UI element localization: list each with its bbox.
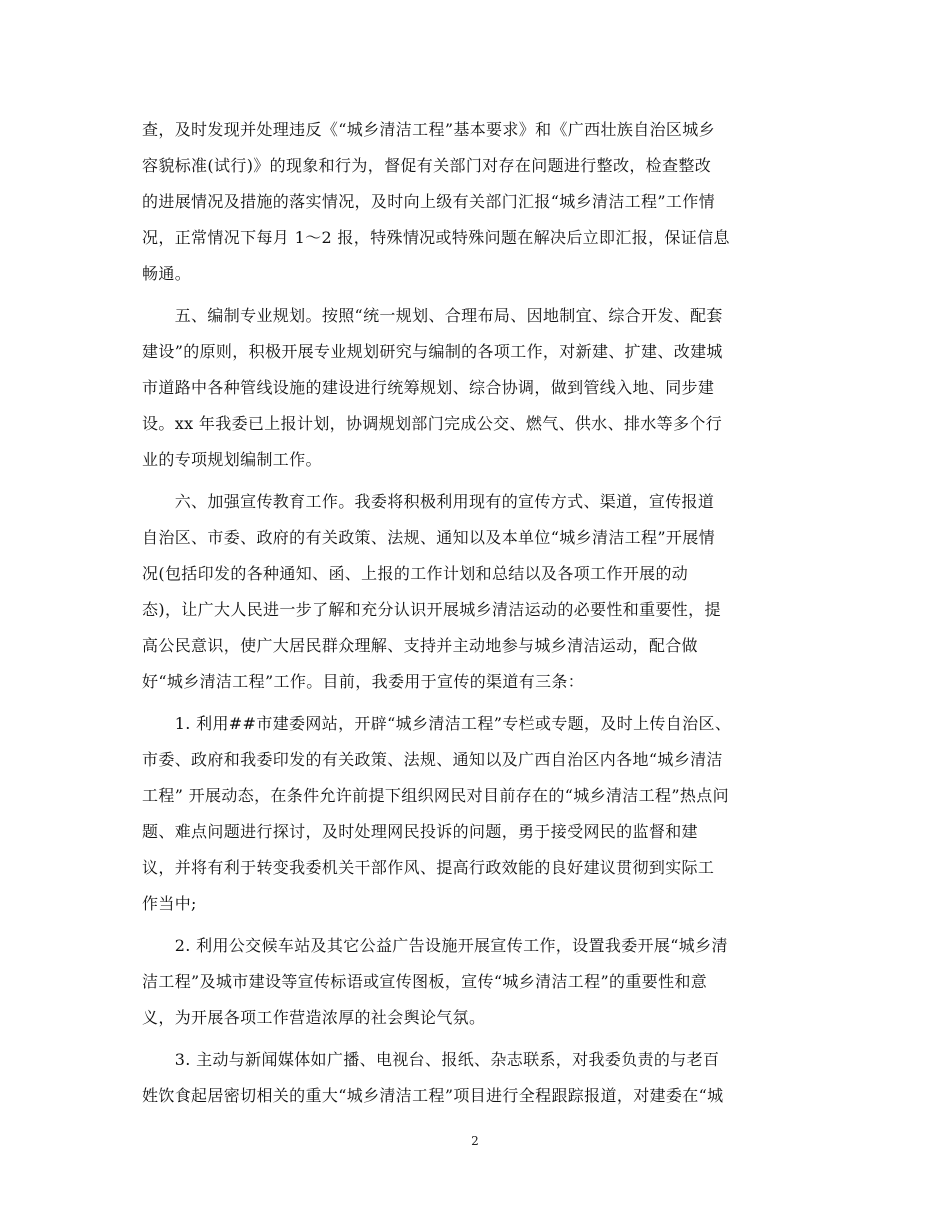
paragraph-4: [142, 706, 806, 922]
text-line: 市委、政府和我委印发的有关政策、法规、通知以及广西自治区内各地“城乡清洁: [142, 750, 723, 769]
text-line: 1. 利用##市建委网站，开辟“城乡清洁工程”专栏或专题，及时上传自治区、: [142, 714, 732, 733]
text-line: 设。xx 年我委已上报计划，协调规划部门完成公交、燃气、供水、排水等多个行: [142, 414, 723, 433]
paragraph-2: [142, 298, 806, 478]
text-line: 畅通。: [142, 264, 192, 283]
text-line: 六、加强宣传教育工作。我委将积极利用现有的宣传方式、渠道，宣传报道: [142, 492, 715, 511]
text-line: 业的专项规划编制工作。: [142, 450, 322, 469]
text-line: 义，为开展各项工作营造浓厚的社会舆论气氛。: [142, 1008, 486, 1027]
text-line: 题、难点问题进行探讨，及时处理网民投诉的问题，勇于接受网民的监督和建: [142, 822, 698, 841]
text-line: 洁工程”及城市建设等宣传标语或宣传图板，宣传“城乡清洁工程”的重要性和意: [142, 972, 708, 991]
paragraph-1: [142, 112, 806, 292]
text-line: 工程” 开展动态，在条件允许前提下组织网民对目前存在的“城乡清洁工程”热点问: [142, 786, 729, 805]
text-line: 况，正常情况下每月 1～2 报，特殊情况或特殊问题在解决后立即汇报，保证信息: [142, 228, 730, 247]
text-line: 五、编制专业规划。按照“统一规划、合理布局、因地制宜、综合开发、配套: [142, 306, 723, 325]
text-line: 查，及时发现并处理违反《“城乡清洁工程”基本要求》和《广西壮族自治区城乡: [142, 120, 715, 139]
paragraph-5: [142, 928, 806, 1036]
text-line: 建设”的原则，积极开展专业规划研究与编制的各项工作，对新建、扩建、改建城: [142, 342, 723, 361]
text-line: 高公民意识，使广大居民群众理解、支持并主动地参与城乡清洁运动，配合做: [142, 636, 698, 655]
text-line: 姓饮食起居密切相关的重大“城乡清洁工程”项目进行全程跟踪报道，对建委在“城: [142, 1086, 724, 1105]
document-body: [142, 112, 806, 1114]
text-line: 好“城乡清洁工程”工作。目前，我委用于宣传的渠道有三条：: [142, 672, 585, 691]
text-line: 3. 主动与新闻媒体如广播、电视台、报纸、杂志联系，对我委负责的与老百: [142, 1050, 720, 1069]
text-line: 自治区、市委、政府的有关政策、法规、通知以及本单位“城乡清洁工程”开展情: [142, 528, 715, 547]
page-number: 2: [471, 1134, 479, 1148]
text-line: 议，并将有利于转变我委机关干部作风、提高行政效能的良好建议贯彻到实际工: [142, 858, 715, 877]
paragraph-3: [142, 484, 806, 700]
text-line: 态)，让广大人民进一步了解和充分认识开展城乡清洁运动的必要性和重要性，提: [142, 600, 721, 619]
text-line: 的进展情况及措施的落实情况，及时向上级有关部门汇报“城乡清洁工程”工作情: [142, 192, 715, 211]
text-line: 作当中;: [142, 894, 197, 913]
text-line: 市道路中各种管线设施的建设进行统筹规划、综合协调，做到管线入地、同步建: [142, 378, 715, 397]
paragraph-6: [142, 1042, 806, 1114]
text-line: 容貌标准(试行)》的现象和行为，督促有关部门对存在问题进行整改，检查整改: [142, 156, 712, 175]
text-line: 2. 利用公交候车站及其它公益广告设施开展宣传工作，设置我委开展“城乡清: [142, 936, 728, 955]
text-line: 况(包括印发的各种通知、函、上报的工作计划和总结以及各项工作开展的动: [142, 564, 689, 583]
